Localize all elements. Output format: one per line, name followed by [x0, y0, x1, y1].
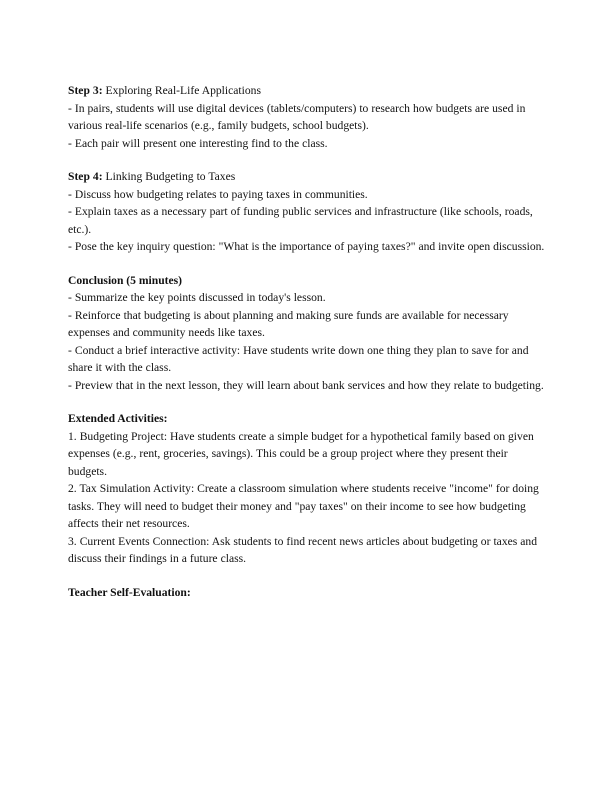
section-heading-step-3: [68, 82, 546, 100]
section-heading-extended-activities: [68, 410, 546, 428]
section-line: 2. Tax Simulation Activity: Create a classroom simulation where students receive "income" for doing tasks. They will need to budget their money and "pay taxes" on their income to see how budgeting affects their net resources.: [68, 482, 539, 530]
section-line: - Explain taxes as a necessary part of funding public services and infrastructure (like schools, roads, etc.).: [68, 205, 533, 236]
section-teacher-self-evaluation: [68, 584, 546, 602]
section-heading-rest: Exploring Real-Life Applications: [102, 84, 261, 97]
section-line: - Preview that in the next lesson, they will learn about bank services and how they relate to budgeting.: [68, 378, 544, 392]
section-heading-conclusion: [68, 272, 546, 290]
section-heading-step-4: [68, 168, 546, 186]
section-heading-lead: Conclusion (5 minutes): [68, 273, 183, 287]
section-conclusion: [68, 272, 546, 395]
section-heading-lead: Teacher Self-Evaluation:: [68, 585, 191, 599]
section-line: - Conduct a brief interactive activity: Have students write down one thing they plan to save for and share it with the class.: [68, 343, 529, 374]
section-heading-rest: Linking Budgeting to Taxes: [102, 170, 236, 183]
section-line: - In pairs, students will use digital devices (tablets/computers) to research how budgets are used in various real-life scenarios (e.g., family budgets, school budgets).: [68, 101, 526, 132]
section-extended-activities: [68, 410, 546, 568]
section-line: - Pose the key inquiry question: "What is the importance of paying taxes?" and invite open discussion.: [68, 240, 545, 253]
section-heading-lead: Step 3:: [68, 84, 103, 97]
section-heading-teacher-self-evaluation: [68, 584, 546, 602]
section-heading-lead: Step 4:: [68, 170, 103, 183]
section-step-3: [68, 82, 546, 152]
section-line: - Summarize the key points discussed in today's lesson.: [68, 291, 326, 304]
section-line: 1. Budgeting Project: Have students create a simple budget for a hypothetical family based on given expenses (e.g., rent, groceries, savings). This could be a group project where they present their budgets.: [68, 429, 534, 478]
section-step-4: [68, 168, 546, 256]
section-heading-lead: Extended Activities:: [68, 412, 168, 425]
section-line: - Discuss how budgeting relates to paying taxes in communities.: [68, 187, 368, 201]
section-line: - Each pair will present one interesting find to the class.: [68, 136, 328, 150]
section-line: 3. Current Events Connection: Ask students to find recent news articles about budgeting or taxes and discuss their findings in a future class.: [68, 534, 538, 565]
section-line: - Reinforce that budgeting is about planning and making sure funds are available for necessary expenses and community needs like taxes.: [68, 308, 509, 339]
document-body: [68, 82, 546, 601]
